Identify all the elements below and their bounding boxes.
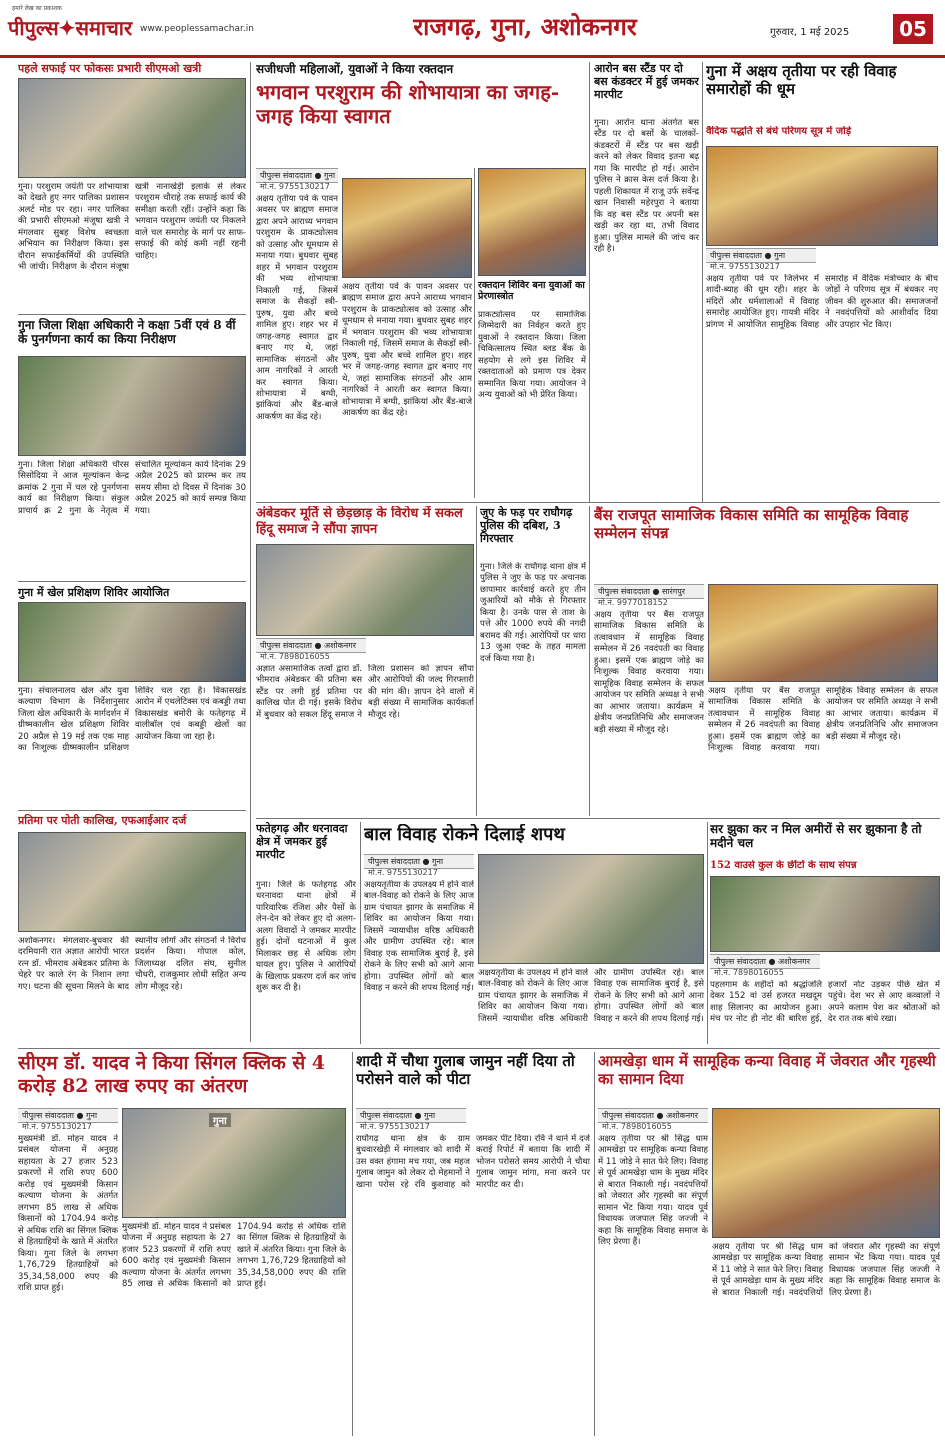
sarjhuka-mobile: मो.नं. 7898016055: [714, 968, 784, 977]
headline-shobhayatra: भगवान परशुराम की शोभायात्रा का जगह-जगह किया स्वागत: [256, 80, 560, 128]
shiksha-photo: [18, 356, 246, 456]
gulabjamun-body: राघौगढ़ थाना क्षेत्र के ग्राम बुधवारखेड़ी में मंगलवार को शादी में उस वक्त हंगामा मच गया, जब महज गुलाब जामुन को लेकर दो मेहमानों ने खाना परोस रहे रवि कुशवाह को जमकर पीट दिया। रवि ने थाने में दर्ज कराई रिपोर्ट में बताया कि शादी में भोजन परोसते समय आरोपी ने चौथा गुलाब जामुन मांगा, मना करने पर मारपीट कर दी।: [356, 1134, 590, 1190]
cmyadav-photo-label: गुना: [209, 1113, 231, 1127]
website-link[interactable]: www.peoplessamachar.in: [140, 24, 254, 34]
headline-sarjhuka: सर झुका कर न मिल अमीरों से सर झुकाना है तो मदीने चल: [710, 822, 922, 851]
akshay-byline: पीपुल्स संवाददाता ● गुना: [706, 248, 816, 263]
column-rule: [589, 62, 590, 502]
ambedkar-body: अज्ञात असामाजिक तत्वों द्वारा डॉ. भीमराव अंबेडकर की प्रतिमा बस स्टैंड पर लगी हुई प्रतिमा पर कालिख पोत दी गई। इसके विरोध में बुधवार को सकल हिंदू समाज ने जिला प्रशासन को ज्ञापन सौंपा और आरोपियों की जल्द गिरफ्तारी की मांग की। ज्ञापन देने वालों में बड़ी संख्या में सामाजिक कार्यकर्ता मौजूद रहे।: [256, 664, 474, 720]
bains-body-cont: अक्षय तृतीया पर बैंस राजपूत सामाजिक विकास समिति के तत्वावधान में सामूहिक विवाह सम्मेलन में 26 नवदंपती का विवाह हुआ। इसमें एक ब्राह्मण जोड़े का निःशुल्क विवाह करवाया गया। सामूहिक विवाह सम्मेलन के सफल आयोजन पर समिति अध्यक्ष ने सभी का आभार जताया। कार्यक्रम में क्षेत्रीय जनप्रतिनिधि और समाजजन बड़ी संख्या में मौजूद रहे।: [708, 686, 938, 754]
page-number: 05: [893, 14, 933, 44]
shobhayatra-mobile: मो.नं. 9755130217: [260, 182, 330, 191]
newspaper-logo[interactable]: पीपुल्स✦समाचार: [8, 16, 133, 40]
akshay-photo: [706, 146, 938, 246]
bains-body: अक्षय तृतीया पर बैंस राजपूत सामाजिक विकास समिति के तत्वावधान में सामूहिक विवाह सम्मेलन में 26 नवदंपती का विवाह हुआ। इसमें एक ब्राह्मण जोड़े का निःशुल्क विवाह करवाया गया। सामूहिक विवाह सम्मेलन के सफल आयोजन पर समिति अध्यक्ष ने सभी का आभार जताया। कार्यक्रम में क्षेत्रीय जनप्रतिनिधि और समाजजन बड़ी संख्या में मौजूद रहे।: [594, 610, 704, 735]
khel-body: गुना। संचालनालय खेल और युवा कल्याण विभाग के निर्देशानुसार जिला खेल अधिकारी के मार्गदर्शन में ग्रीष्मकालीन खेल प्रशिक्षण शिविर 20 अप्रैल से 19 मई तक एक माह का निःशुल्क ग्रीष्मकालीन प्रशिक्षण शिविर चल रहा है। विकासखंड आरोन में एथलेटिक्स एवं कबड्डी तथा विकासखंड बमोरी के फतेहगढ़ में वालीबॉल एवं कबड्डी खेलों का आयोजन किया जा रहा है।: [18, 686, 246, 754]
bains-byline: पीपुल्स संवाददाता ● सारंगपुर: [594, 584, 704, 599]
headline-fatehgarh: फतेहगढ़ और धरनावदा क्षेत्र में जमकर हुई मारपीट: [256, 822, 348, 862]
divider: [18, 314, 246, 315]
shiksha-body: गुना। जिला शिक्षा अधिकारी चौरस सिसोदिया ने आज मूल्यांकन केन्द्र क्रमांक 2 गुना में चल रहे पुनर्गणना कार्य का निरीक्षण किया। संकुल प्राचार्य क्र 2 गुना के नेतृत्व में संचालित मूल्यांकन कार्य दिनांक 29 अप्रैल 2025 को प्रारम्भ कर तय समय सीमा दो दिवस में दिनांक 30 अप्रैल 2025 को कार्य सम्पन्न किया गया।: [18, 460, 246, 516]
cmyadav-mobile: मो.नं. 9755130217: [22, 1122, 92, 1131]
headline-aaron: आरोन बस स्टैंड पर दो बस कंडक्टर में हुई जमकर मारपीट: [594, 62, 699, 102]
column-rule: [476, 506, 477, 816]
divider: [18, 810, 246, 811]
column-rule: [707, 822, 708, 1044]
aaron-body: गुना। आरोन थाना अंतर्गत बस स्टैंड पर दो बसों के चालकों-कंडक्टरों में स्टैंड पर बस खड़ी करने को लेकर विवाद इतना बढ़ गया कि मारपीट हो गई। आरोन पुलिस ने क्रास केस दर्ज किया है। पहली शिकायत में राजू उर्फ सर्वेन्द्र खान निवासी महेरपुरा ने बताया कि वह बस स्टैंड पर अपनी बस खड़ी कर रहा था, तभी विवाद हुआ। पुलिस मामले की जांच कर रही है।: [594, 118, 699, 255]
jua-body: गुना। जिले के राघौगढ़ थाना क्षेत्र में पुलिस ने जुए के फड़ पर अचानक छापामार कार्रवाई करते हुए तीन जुआरियों को मौके से गिरफ्तार किया है। उनके पास से ताश के पत्ते और 1000 रुपये की नगदी बरामद की गई। आरोपियों पर धारा 13 जुआ एक्ट के तहत मामला दर्ज किया गया है।: [480, 562, 586, 664]
masthead: [0, 0, 945, 58]
divider: [18, 581, 246, 582]
gulabjamun-byline: पीपुल्स संवाददाता ● गुना: [356, 1108, 466, 1123]
safai-body: गुना। परशुराम जयंती पर शोभायात्रा को देखते हुए नगर पालिका प्रशासन अलर्ट मोड पर रहा। नगर पालिका की प्रभारी सीएमओ मंजूषा खत्री ने मंगलवार सुबह विशेष स्वच्छता अभियान का निरीक्षण किया। इस दौरान सफाईकर्मियों की उपस्थिति भी जांची। निरीक्षण के दौरान मंजूषा खत्री नानाखेड़ी इलाके से लेकर परशुराम चौराहे तक सफाई कार्य की समीक्षा करती रहीं। उन्होंने कहा कि भगवान परशुराम जयंती पर निकलने वाले चल समारोह के मार्ग पर साफ-सफाई की कोई कमी नहीं रहनी चाहिए।: [18, 182, 246, 273]
headline-aamkheda: आमखेड़ा धाम में सामूहिक कन्या विवाह में जेवरात और गृहस्थी का सामान दिया: [598, 1052, 936, 1088]
headline-pratima: प्रतिमा पर पोती कालिख, एफआईआर दर्ज: [18, 814, 187, 827]
safai-photo: [18, 78, 246, 178]
raktadan-body: प्राकट्योत्सव पर सामाजिक जिम्मेदारी का निर्वहन करते हुए युवाओं ने रक्तदान किया। जिला चिकित्सालय स्थित ब्लड बैंक के सहयोग से लगे इस शिविर में रक्तदाताओं को प्रमाण पत्र देकर सम्मानित किया गया। आयोजन ने अन्य युवाओं को भी प्रेरित किया।: [478, 310, 586, 401]
column-rule: [474, 168, 475, 498]
headline-akshay: गुना में अक्षय तृतीया पर रही विवाह समारोहों की धूम: [706, 62, 897, 98]
column-rule: [360, 822, 361, 1044]
ambedkar-byline: पीपुल्स संवाददाता ● अशोकनगर: [256, 638, 366, 653]
khel-photo: [18, 602, 246, 682]
shobhayatra-body-cont: अक्षय तृतीया पर्व के पावन अवसर पर ब्राह्मण समाज द्वारा अपने आराध्य भगवान परशुराम के प्राकट्योत्सव को उत्साह और धूमधाम से मनाया गया। बुधवार सुबह शहर में भगवान परशुराम की भव्य शोभायात्रा निकाली गई, जिसमें समाज के सैकड़ों स्त्री-पुरुष, युवा और बच्चे शामिल हुए। शहर भर में जगह-जगह स्वागत द्वार बनाए गए थे, जहां सामाजिक संगठनों और आम नागरिकों ने आरती कर स्वागत किया। शोभायात्रा में बग्घी, झांकियां और बैंड-बाजे आकर्षण का केंद्र रहे।: [342, 282, 472, 419]
headline-khel: गुना में खेल प्रशिक्षण शिविर आयोजित: [18, 586, 170, 599]
sarjhuka-subtitle: 152 वाउर्स कुल के छींटों के साथ संपन्न: [710, 860, 857, 871]
raktadan-photo: [478, 168, 586, 276]
ambedkar-photo: [256, 544, 474, 636]
divider: [18, 1048, 940, 1049]
headline-balvivah: बाल विवाह रोकने दिलाई शपथ: [364, 824, 565, 845]
balvivah-byline: पीपुल्स संवाददाता ● गुना: [364, 854, 474, 869]
column-rule: [702, 62, 703, 502]
bains-mobile: मो.नं. 9977018152: [598, 598, 668, 607]
balvivah-body-cont: अक्षयतृतीया के उपलक्ष्य में होने वाले बाल-विवाह को रोकने के लिए आज ग्राम पंचायत झागर के समाजिक में शिविर का आयोजन किया गया। जिसमें न्यायाधीश वरिष्ठ अधिकारी और ग्रामीण उपस्थित रहे। बाल विवाह एक सामाजिक बुराई है, इसे रोकने के लिए सभी को आगे आना होगा। उपस्थित लोगों को बाल विवाह न करने की शपथ दिलाई गई।: [478, 968, 704, 1024]
aamkheda-byline: पीपुल्स संवाददाता ● अशोकनगर: [598, 1108, 708, 1123]
column-rule: [594, 1052, 595, 1436]
shobhayatra-body: अक्षय तृतीया पर्व के पावन अवसर पर ब्राह्मण समाज द्वारा अपने आराध्य भगवान परशुराम के प्राकट्योत्सव को उत्साह और धूमधाम से मनाया गया। बुधवार सुबह शहर में भगवान परशुराम की भव्य शोभायात्रा निकाली गई, जिसमें समाज के सैकड़ों स्त्री-पुरुष, युवा और बच्चे शामिल हुए। शहर भर में जगह-जगह स्वागत द्वार बनाए गए थे, जहां सामाजिक संगठनों और आम नागरिकों ने आरती कर स्वागत किया। शोभायात्रा में बग्घी, झांकियां और बैंड-बाजे आकर्षण का केंद्र रहे।: [256, 194, 338, 422]
sarjhuka-photo: [710, 876, 940, 952]
masthead-tagline: हमारे लेख का प्रकाशक: [12, 5, 62, 12]
shobhayatra-byline: पीपुल्स संवाददाता ● गुना: [256, 168, 338, 183]
column-rule: [352, 1052, 353, 1436]
page-region-title: राजगढ़, गुना, अशोकनगर: [413, 12, 637, 41]
pratima-body: अशोकनगर। मंगलवार-बुधवार की दरमियानी रात अज्ञात आरोपी भारत रत्न डॉ. भीमराव अंबेडकर प्रतिमा के चेहरे पर काले रंग के निशान लगा गए। घटना की सूचना मिलने के बाद स्थानीय लोगों और संगठनों ने विरोध प्रदर्शन किया। गोपाल कोल, जिलाध्यक्ष दलित संघ, सुनील चौधरी, राजकुमार लोधी सहित अन्य लोग मौजूद रहे।: [18, 936, 246, 992]
pratima-photo: [18, 832, 246, 932]
headline-bains: बैंस राजपूत सामाजिक विकास समिति का सामूहिक विवाह सम्मेलन संपन्न: [594, 506, 909, 542]
headline-shiksha: गुना जिला शिक्षा अधिकारी ने कक्षा 5वीं एवं 8 वीं के पुनर्गणना कार्य का किया निरीक्षण: [18, 318, 236, 347]
divider: [256, 818, 940, 819]
cmyadav-byline: पीपुल्स संवाददाता ● गुना: [18, 1108, 118, 1123]
aamkheda-body-cont: अक्षय तृतीया पर श्री सिद्ध धाम आमखेड़ा पर सामूहिक कन्या विवाह में 11 जोड़े ने सात फेरे लिए। विवाह से पूर्व आमखेड़ा धाम के मुख्य मंदिर से बारात निकाली गई। नवदंपत्तियों को जेवरात और गृहस्थी का संपूर्ण सामान भेंट किया गया। यादव पूर्व विधायक जजपाल सिंह जज्जी ने कहा कि सामूहिक विवाह समाज के लिए प्रेरणा हैं।: [712, 1242, 940, 1298]
balvivah-body: अक्षयतृतीया के उपलक्ष्य में होने वाले बाल-विवाह को रोकने के लिए आज ग्राम पंचायत झागर के समाजिक में शिविर का आयोजन किया गया। जिसमें न्यायाधीश वरिष्ठ अधिकारी और ग्रामीण उपस्थित रहे। बाल विवाह एक सामाजिक बुराई है, इसे रोकने के लिए सभी को आगे आना होगा। उपस्थित लोगों को बाल विवाह न करने की शपथ दिलाई गई।: [364, 880, 474, 994]
akshay-body: अक्षय तृतीया पर्व पर जिलेभर में शादी-ब्याह की धूम रही। शहर के मंदिरों और धर्मशालाओं में विवाह समारोह आयोजित हुए। गायत्री मंदिर प्रांगण में आयोजित सामूहिक विवाह समारोह में वैदिक मंत्रोच्चार के बीच जोड़ों ने परिणय सूत्र में बंधकर नए जीवन की शुरुआत की। समाजजनों ने नवदंपत्तियों को आशीर्वाद दिया और उपहार भेंट किए।: [706, 274, 938, 330]
headline-jua: जुए के फड़ पर राघौगढ़ पुलिस की दबिश, 3 गिरफ्तार: [480, 506, 573, 546]
column-rule: [589, 506, 590, 816]
aamkheda-body: अक्षय तृतीया पर श्री सिद्ध धाम आमखेड़ा पर सामूहिक कन्या विवाह में 11 जोड़े ने सात फेरे लिए। विवाह से पूर्व आमखेड़ा धाम के मुख्य मंदिर से बारात निकाली गई। नवदंपत्तियों को जेवरात और गृहस्थी का संपूर्ण सामान भेंट किया गया। यादव पूर्व विधायक जजपाल सिंह जज्जी ने कहा कि सामूहिक विवाह समाज के लिए प्रेरणा हैं।: [598, 1134, 708, 1248]
balvivah-mobile: मो.नं. 9755130217: [368, 868, 438, 877]
aamkheda-mobile: मो.नं. 7898016055: [602, 1122, 672, 1131]
issue-date: गुरुवार, 1 मई 2025: [770, 27, 850, 38]
akshay-mobile: मो.नं. 9755130217: [710, 262, 780, 271]
cmyadav-photo: [122, 1108, 346, 1218]
fatehgarh-body: गुना। जिले के फतेहगढ़ और धरनावदा थाना क्षेत्रों में पारिवारिक रंजिश और पैसों के लेन-देन को लेकर हुए दो अलग-अलग विवादों ने जमकर मारपीट हुई। दोनों घटनाओं में कुल मिलाकर छह से अधिक लोग घायल हुए। पुलिस ने आरोपियों के खिलाफ प्रकरण दर्ज कर जांच शुरू कर दी है।: [256, 880, 356, 994]
divider: [256, 502, 940, 503]
headline-raktadan: रक्तदान शिविर बना युवाओं का प्रेरणास्त्रोत: [478, 280, 585, 303]
ambedkar-mobile: मो.नं. 7898016055: [260, 652, 330, 661]
column-rule: [250, 62, 251, 1042]
cmyadav-body: मुख्यमंत्री डॉ. मोहन यादव ने प्रसंबल योजना में अनुग्रह सहायता के 27 हजार 523 प्रकरणों में राशि रुपए 600 करोड़ एवं मुख्यमंत्री किसान कल्याण योजना के अंतर्गत लगभग 85 लाख से अधिक किसानों को 1704.94 करोड़ से अधिक राशि का सिंगल क्लिक से हितग्राहियों के खाते में अंतरित किया। गुना जिले के लगभग 1,76,729 हितग्राहियों को 35,34,58,000 रुपए की राशि प्राप्त हुई।: [18, 1134, 118, 1294]
sarjhuka-body: पहलगाम के शहीदों को श्रद्धांजलि देकर 152 वां उर्स हजरत मखदूम शाह सिलानए का आयोजन हुआ। मंच पर नोट ही नोट की बारिश हुई, हजारों नोट उड़कर पीछे खेत में पहुंचे। देश भर से आए कव्वालों ने अपने कलाम पेश कर श्रोताओं को देर रात तक बांधे रखा।: [710, 980, 940, 1025]
headline-cmyadav: सीएम डॉ. यादव ने किया सिंगल क्लिक से 4 करोड़ 82 लाख रुपए का अंतरण: [18, 1052, 326, 1097]
akshay-subtitle: वैदिक पद्धति से बंधे परिणय सूत्र में जोड़े: [706, 126, 852, 137]
bains-photo: [708, 584, 938, 682]
balvivah-photo: [478, 854, 704, 964]
shobhayatra-kicker: सजीधजी महिलाओं, युवाओं ने किया रक्तदान: [256, 62, 454, 76]
shobhayatra-photo: [342, 178, 472, 278]
cmyadav-body-cont: मुख्यमंत्री डॉ. मोहन यादव ने प्रसंबल योजना में अनुग्रह सहायता के 27 हजार 523 प्रकरणों में राशि रुपए 600 करोड़ एवं मुख्यमंत्री किसान कल्याण योजना के अंतर्गत लगभग 85 लाख से अधिक किसानों को 1704.94 करोड़ से अधिक राशि का सिंगल क्लिक से हितग्राहियों के खाते में अंतरित किया। गुना जिले के लगभग 1,76,729 हितग्राहियों को 35,34,58,000 रुपए की राशि प्राप्त हुई।: [122, 1222, 346, 1290]
gulabjamun-mobile: मो.नं. 9755130217: [360, 1122, 430, 1131]
headline-gulabjamun: शादी में चौथा गुलाब जामुन नहीं दिया तो परोसने वाले को पीटा: [356, 1052, 575, 1088]
headline-ambedkar: अंबेडकर मूर्ति से छेड़छाड़ के विरोध में सकल हिंदू समाज ने सौंपा ज्ञापन: [256, 506, 463, 537]
headline-safai: पहले सफाई पर फोकसः प्रभारी सीएमओ खत्री: [18, 62, 202, 75]
sarjhuka-byline: पीपुल्स संवाददाता ● अशोकनगर: [710, 954, 820, 969]
aamkheda-photo: [712, 1108, 940, 1238]
